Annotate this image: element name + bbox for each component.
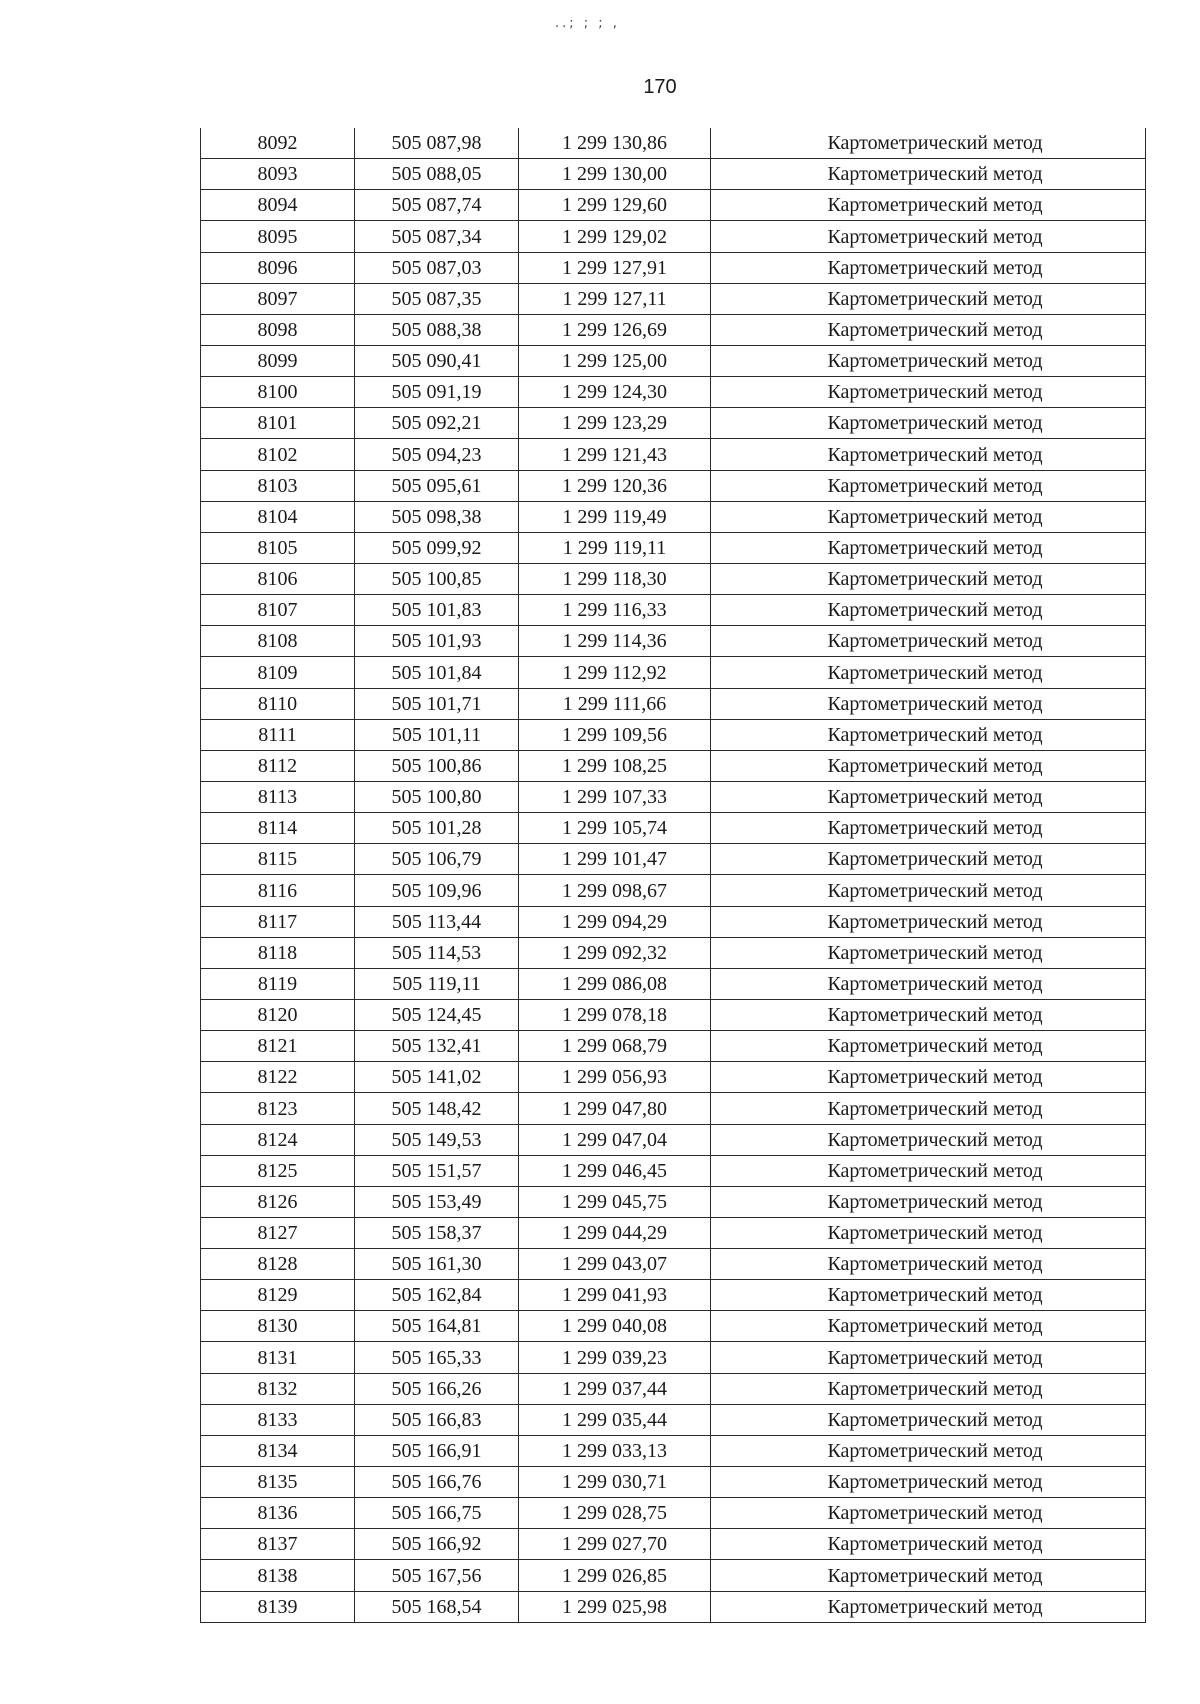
point-number-cell: 8119 xyxy=(201,968,355,999)
table-row xyxy=(201,1435,1146,1466)
coordinates-table xyxy=(200,128,1146,1623)
point-number-cell: 8110 xyxy=(201,688,355,719)
y-coordinate-cell: 1 299 056,93 xyxy=(519,1062,711,1093)
table-row xyxy=(201,1373,1146,1404)
table-row xyxy=(201,1249,1146,1280)
x-coordinate-cell: 505 095,61 xyxy=(355,470,519,501)
y-coordinate-cell: 1 299 127,91 xyxy=(519,252,711,283)
method-cell: Картометрический метод xyxy=(711,252,1146,283)
method-cell: Картометрический метод xyxy=(711,128,1146,159)
table-row xyxy=(201,190,1146,221)
method-cell: Картометрический метод xyxy=(711,377,1146,408)
y-coordinate-cell: 1 299 124,30 xyxy=(519,377,711,408)
x-coordinate-cell: 505 090,41 xyxy=(355,345,519,376)
y-coordinate-cell: 1 299 109,56 xyxy=(519,719,711,750)
coordinates-table-body xyxy=(201,128,1146,1622)
x-coordinate-cell: 505 087,74 xyxy=(355,190,519,221)
method-cell: Картометрический метод xyxy=(711,1031,1146,1062)
point-number-cell: 8138 xyxy=(201,1560,355,1591)
point-number-cell: 8136 xyxy=(201,1498,355,1529)
point-number-cell: 8124 xyxy=(201,1124,355,1155)
table-row xyxy=(201,1529,1146,1560)
y-coordinate-cell: 1 299 092,32 xyxy=(519,937,711,968)
x-coordinate-cell: 505 087,35 xyxy=(355,283,519,314)
table-row xyxy=(201,595,1146,626)
point-number-cell: 8111 xyxy=(201,719,355,750)
y-coordinate-cell: 1 299 046,45 xyxy=(519,1155,711,1186)
method-cell: Картометрический метод xyxy=(711,1249,1146,1280)
point-number-cell: 8131 xyxy=(201,1342,355,1373)
method-cell: Картометрический метод xyxy=(711,750,1146,781)
method-cell: Картометрический метод xyxy=(711,345,1146,376)
x-coordinate-cell: 505 106,79 xyxy=(355,844,519,875)
method-cell: Картометрический метод xyxy=(711,875,1146,906)
method-cell: Картометрический метод xyxy=(711,1342,1146,1373)
point-number-cell: 8096 xyxy=(201,252,355,283)
method-cell: Картометрический метод xyxy=(711,1155,1146,1186)
method-cell: Картометрический метод xyxy=(711,1529,1146,1560)
x-coordinate-cell: 505 099,92 xyxy=(355,532,519,563)
table-row xyxy=(201,1280,1146,1311)
y-coordinate-cell: 1 299 094,29 xyxy=(519,906,711,937)
y-coordinate-cell: 1 299 035,44 xyxy=(519,1404,711,1435)
x-coordinate-cell: 505 149,53 xyxy=(355,1124,519,1155)
y-coordinate-cell: 1 299 130,86 xyxy=(519,128,711,159)
method-cell: Картометрический метод xyxy=(711,501,1146,532)
point-number-cell: 8134 xyxy=(201,1435,355,1466)
y-coordinate-cell: 1 299 121,43 xyxy=(519,439,711,470)
x-coordinate-cell: 505 101,84 xyxy=(355,657,519,688)
method-cell: Картометрический метод xyxy=(711,781,1146,812)
table-row xyxy=(201,1498,1146,1529)
y-coordinate-cell: 1 299 127,11 xyxy=(519,283,711,314)
method-cell: Картометрический метод xyxy=(711,813,1146,844)
y-coordinate-cell: 1 299 086,08 xyxy=(519,968,711,999)
x-coordinate-cell: 505 101,83 xyxy=(355,595,519,626)
table-row xyxy=(201,439,1146,470)
x-coordinate-cell: 505 087,03 xyxy=(355,252,519,283)
x-coordinate-cell: 505 101,71 xyxy=(355,688,519,719)
point-number-cell: 8107 xyxy=(201,595,355,626)
x-coordinate-cell: 505 161,30 xyxy=(355,1249,519,1280)
method-cell: Картометрический метод xyxy=(711,1186,1146,1217)
table-row xyxy=(201,1311,1146,1342)
table-row xyxy=(201,252,1146,283)
point-number-cell: 8098 xyxy=(201,314,355,345)
y-coordinate-cell: 1 299 112,92 xyxy=(519,657,711,688)
method-cell: Картометрический метод xyxy=(711,719,1146,750)
y-coordinate-cell: 1 299 129,60 xyxy=(519,190,711,221)
x-coordinate-cell: 505 098,38 xyxy=(355,501,519,532)
y-coordinate-cell: 1 299 078,18 xyxy=(519,999,711,1030)
table-row xyxy=(201,470,1146,501)
point-number-cell: 8104 xyxy=(201,501,355,532)
point-number-cell: 8125 xyxy=(201,1155,355,1186)
x-coordinate-cell: 505 153,49 xyxy=(355,1186,519,1217)
y-coordinate-cell: 1 299 120,36 xyxy=(519,470,711,501)
x-coordinate-cell: 505 132,41 xyxy=(355,1031,519,1062)
y-coordinate-cell: 1 299 125,00 xyxy=(519,345,711,376)
y-coordinate-cell: 1 299 129,02 xyxy=(519,221,711,252)
point-number-cell: 8105 xyxy=(201,532,355,563)
table-row xyxy=(201,1217,1146,1248)
method-cell: Картометрический метод xyxy=(711,190,1146,221)
table-row xyxy=(201,563,1146,594)
table-row xyxy=(201,999,1146,1030)
y-coordinate-cell: 1 299 043,07 xyxy=(519,1249,711,1280)
x-coordinate-cell: 505 164,81 xyxy=(355,1311,519,1342)
x-coordinate-cell: 505 119,11 xyxy=(355,968,519,999)
x-coordinate-cell: 505 158,37 xyxy=(355,1217,519,1248)
table-row xyxy=(201,1155,1146,1186)
x-coordinate-cell: 505 100,80 xyxy=(355,781,519,812)
point-number-cell: 8128 xyxy=(201,1249,355,1280)
x-coordinate-cell: 505 109,96 xyxy=(355,875,519,906)
method-cell: Картометрический метод xyxy=(711,657,1146,688)
table-row xyxy=(201,283,1146,314)
point-number-cell: 8133 xyxy=(201,1404,355,1435)
point-number-cell: 8113 xyxy=(201,781,355,812)
x-coordinate-cell: 505 101,11 xyxy=(355,719,519,750)
x-coordinate-cell: 505 168,54 xyxy=(355,1591,519,1622)
table-row xyxy=(201,1062,1146,1093)
point-number-cell: 8130 xyxy=(201,1311,355,1342)
point-number-cell: 8114 xyxy=(201,813,355,844)
x-coordinate-cell: 505 165,33 xyxy=(355,1342,519,1373)
x-coordinate-cell: 505 092,21 xyxy=(355,408,519,439)
y-coordinate-cell: 1 299 107,33 xyxy=(519,781,711,812)
point-number-cell: 8095 xyxy=(201,221,355,252)
y-coordinate-cell: 1 299 114,36 xyxy=(519,626,711,657)
table-row xyxy=(201,875,1146,906)
x-coordinate-cell: 505 166,92 xyxy=(355,1529,519,1560)
table-row xyxy=(201,906,1146,937)
method-cell: Картометрический метод xyxy=(711,1404,1146,1435)
point-number-cell: 8137 xyxy=(201,1529,355,1560)
point-number-cell: 8127 xyxy=(201,1217,355,1248)
y-coordinate-cell: 1 299 041,93 xyxy=(519,1280,711,1311)
point-number-cell: 8126 xyxy=(201,1186,355,1217)
table-row xyxy=(201,1124,1146,1155)
y-coordinate-cell: 1 299 044,29 xyxy=(519,1217,711,1248)
point-number-cell: 8123 xyxy=(201,1093,355,1124)
y-coordinate-cell: 1 299 130,00 xyxy=(519,159,711,190)
method-cell: Картометрический метод xyxy=(711,1467,1146,1498)
y-coordinate-cell: 1 299 119,11 xyxy=(519,532,711,563)
y-coordinate-cell: 1 299 037,44 xyxy=(519,1373,711,1404)
y-coordinate-cell: 1 299 045,75 xyxy=(519,1186,711,1217)
point-number-cell: 8118 xyxy=(201,937,355,968)
method-cell: Картометрический метод xyxy=(711,937,1146,968)
point-number-cell: 8103 xyxy=(201,470,355,501)
table-row xyxy=(201,937,1146,968)
point-number-cell: 8093 xyxy=(201,159,355,190)
x-coordinate-cell: 505 166,76 xyxy=(355,1467,519,1498)
table-row xyxy=(201,128,1146,159)
method-cell: Картометрический метод xyxy=(711,906,1146,937)
method-cell: Картометрический метод xyxy=(711,999,1146,1030)
method-cell: Картометрический метод xyxy=(711,688,1146,719)
y-coordinate-cell: 1 299 068,79 xyxy=(519,1031,711,1062)
point-number-cell: 8094 xyxy=(201,190,355,221)
table-row xyxy=(201,688,1146,719)
x-coordinate-cell: 505 166,83 xyxy=(355,1404,519,1435)
x-coordinate-cell: 505 167,56 xyxy=(355,1560,519,1591)
method-cell: Картометрический метод xyxy=(711,1280,1146,1311)
table-row xyxy=(201,1591,1146,1622)
table-row xyxy=(201,968,1146,999)
point-number-cell: 8135 xyxy=(201,1467,355,1498)
y-coordinate-cell: 1 299 027,70 xyxy=(519,1529,711,1560)
method-cell: Картометрический метод xyxy=(711,1093,1146,1124)
y-coordinate-cell: 1 299 039,23 xyxy=(519,1342,711,1373)
table-row xyxy=(201,501,1146,532)
scan-mark: ..; ; ; , xyxy=(555,16,620,31)
y-coordinate-cell: 1 299 030,71 xyxy=(519,1467,711,1498)
point-number-cell: 8121 xyxy=(201,1031,355,1062)
method-cell: Картометрический метод xyxy=(711,1062,1146,1093)
method-cell: Картометрический метод xyxy=(711,1498,1146,1529)
point-number-cell: 8117 xyxy=(201,906,355,937)
point-number-cell: 8106 xyxy=(201,563,355,594)
y-coordinate-cell: 1 299 028,75 xyxy=(519,1498,711,1529)
y-coordinate-cell: 1 299 101,47 xyxy=(519,844,711,875)
y-coordinate-cell: 1 299 047,80 xyxy=(519,1093,711,1124)
y-coordinate-cell: 1 299 025,98 xyxy=(519,1591,711,1622)
y-coordinate-cell: 1 299 111,66 xyxy=(519,688,711,719)
point-number-cell: 8129 xyxy=(201,1280,355,1311)
table-row xyxy=(201,1093,1146,1124)
method-cell: Картометрический метод xyxy=(711,283,1146,314)
table-row xyxy=(201,221,1146,252)
table-row xyxy=(201,626,1146,657)
y-coordinate-cell: 1 299 123,29 xyxy=(519,408,711,439)
x-coordinate-cell: 505 091,19 xyxy=(355,377,519,408)
method-cell: Картометрический метод xyxy=(711,470,1146,501)
method-cell: Картометрический метод xyxy=(711,1217,1146,1248)
x-coordinate-cell: 505 113,44 xyxy=(355,906,519,937)
point-number-cell: 8101 xyxy=(201,408,355,439)
method-cell: Картометрический метод xyxy=(711,532,1146,563)
x-coordinate-cell: 505 166,26 xyxy=(355,1373,519,1404)
method-cell: Картометрический метод xyxy=(711,221,1146,252)
y-coordinate-cell: 1 299 119,49 xyxy=(519,501,711,532)
y-coordinate-cell: 1 299 040,08 xyxy=(519,1311,711,1342)
method-cell: Картометрический метод xyxy=(711,1435,1146,1466)
y-coordinate-cell: 1 299 116,33 xyxy=(519,595,711,626)
method-cell: Картометрический метод xyxy=(711,968,1146,999)
table-row xyxy=(201,719,1146,750)
x-coordinate-cell: 505 151,57 xyxy=(355,1155,519,1186)
method-cell: Картометрический метод xyxy=(711,1373,1146,1404)
point-number-cell: 8102 xyxy=(201,439,355,470)
x-coordinate-cell: 505 114,53 xyxy=(355,937,519,968)
x-coordinate-cell: 505 141,02 xyxy=(355,1062,519,1093)
method-cell: Картометрический метод xyxy=(711,159,1146,190)
x-coordinate-cell: 505 166,91 xyxy=(355,1435,519,1466)
y-coordinate-cell: 1 299 126,69 xyxy=(519,314,711,345)
point-number-cell: 8132 xyxy=(201,1373,355,1404)
table-row xyxy=(201,1467,1146,1498)
point-number-cell: 8116 xyxy=(201,875,355,906)
point-number-cell: 8097 xyxy=(201,283,355,314)
x-coordinate-cell: 505 124,45 xyxy=(355,999,519,1030)
y-coordinate-cell: 1 299 098,67 xyxy=(519,875,711,906)
table-row xyxy=(201,1404,1146,1435)
y-coordinate-cell: 1 299 108,25 xyxy=(519,750,711,781)
table-row xyxy=(201,1031,1146,1062)
x-coordinate-cell: 505 101,93 xyxy=(355,626,519,657)
x-coordinate-cell: 505 148,42 xyxy=(355,1093,519,1124)
method-cell: Картометрический метод xyxy=(711,595,1146,626)
point-number-cell: 8100 xyxy=(201,377,355,408)
table-row xyxy=(201,1342,1146,1373)
point-number-cell: 8115 xyxy=(201,844,355,875)
method-cell: Картометрический метод xyxy=(711,1311,1146,1342)
table-row xyxy=(201,314,1146,345)
x-coordinate-cell: 505 162,84 xyxy=(355,1280,519,1311)
table-row xyxy=(201,159,1146,190)
table-row xyxy=(201,813,1146,844)
x-coordinate-cell: 505 094,23 xyxy=(355,439,519,470)
page-number: 170 xyxy=(643,76,677,98)
y-coordinate-cell: 1 299 105,74 xyxy=(519,813,711,844)
method-cell: Картометрический метод xyxy=(711,626,1146,657)
table-row xyxy=(201,1560,1146,1591)
table-row xyxy=(201,781,1146,812)
table-row xyxy=(201,408,1146,439)
method-cell: Картометрический метод xyxy=(711,408,1146,439)
method-cell: Картометрический метод xyxy=(711,1124,1146,1155)
table-row xyxy=(201,532,1146,563)
table-row xyxy=(201,750,1146,781)
y-coordinate-cell: 1 299 033,13 xyxy=(519,1435,711,1466)
point-number-cell: 8120 xyxy=(201,999,355,1030)
y-coordinate-cell: 1 299 118,30 xyxy=(519,563,711,594)
y-coordinate-cell: 1 299 047,04 xyxy=(519,1124,711,1155)
x-coordinate-cell: 505 087,34 xyxy=(355,221,519,252)
table-row xyxy=(201,345,1146,376)
method-cell: Картометрический метод xyxy=(711,1591,1146,1622)
x-coordinate-cell: 505 088,38 xyxy=(355,314,519,345)
table-row xyxy=(201,1186,1146,1217)
method-cell: Картометрический метод xyxy=(711,1560,1146,1591)
x-coordinate-cell: 505 166,75 xyxy=(355,1498,519,1529)
method-cell: Картометрический метод xyxy=(711,563,1146,594)
table-row xyxy=(201,377,1146,408)
point-number-cell: 8108 xyxy=(201,626,355,657)
x-coordinate-cell: 505 088,05 xyxy=(355,159,519,190)
point-number-cell: 8122 xyxy=(201,1062,355,1093)
y-coordinate-cell: 1 299 026,85 xyxy=(519,1560,711,1591)
method-cell: Картометрический метод xyxy=(711,314,1146,345)
table-row xyxy=(201,657,1146,688)
point-number-cell: 8112 xyxy=(201,750,355,781)
point-number-cell: 8092 xyxy=(201,128,355,159)
method-cell: Картометрический метод xyxy=(711,439,1146,470)
x-coordinate-cell: 505 100,85 xyxy=(355,563,519,594)
point-number-cell: 8139 xyxy=(201,1591,355,1622)
table-row xyxy=(201,844,1146,875)
x-coordinate-cell: 505 101,28 xyxy=(355,813,519,844)
point-number-cell: 8099 xyxy=(201,345,355,376)
x-coordinate-cell: 505 087,98 xyxy=(355,128,519,159)
x-coordinate-cell: 505 100,86 xyxy=(355,750,519,781)
point-number-cell: 8109 xyxy=(201,657,355,688)
method-cell: Картометрический метод xyxy=(711,844,1146,875)
